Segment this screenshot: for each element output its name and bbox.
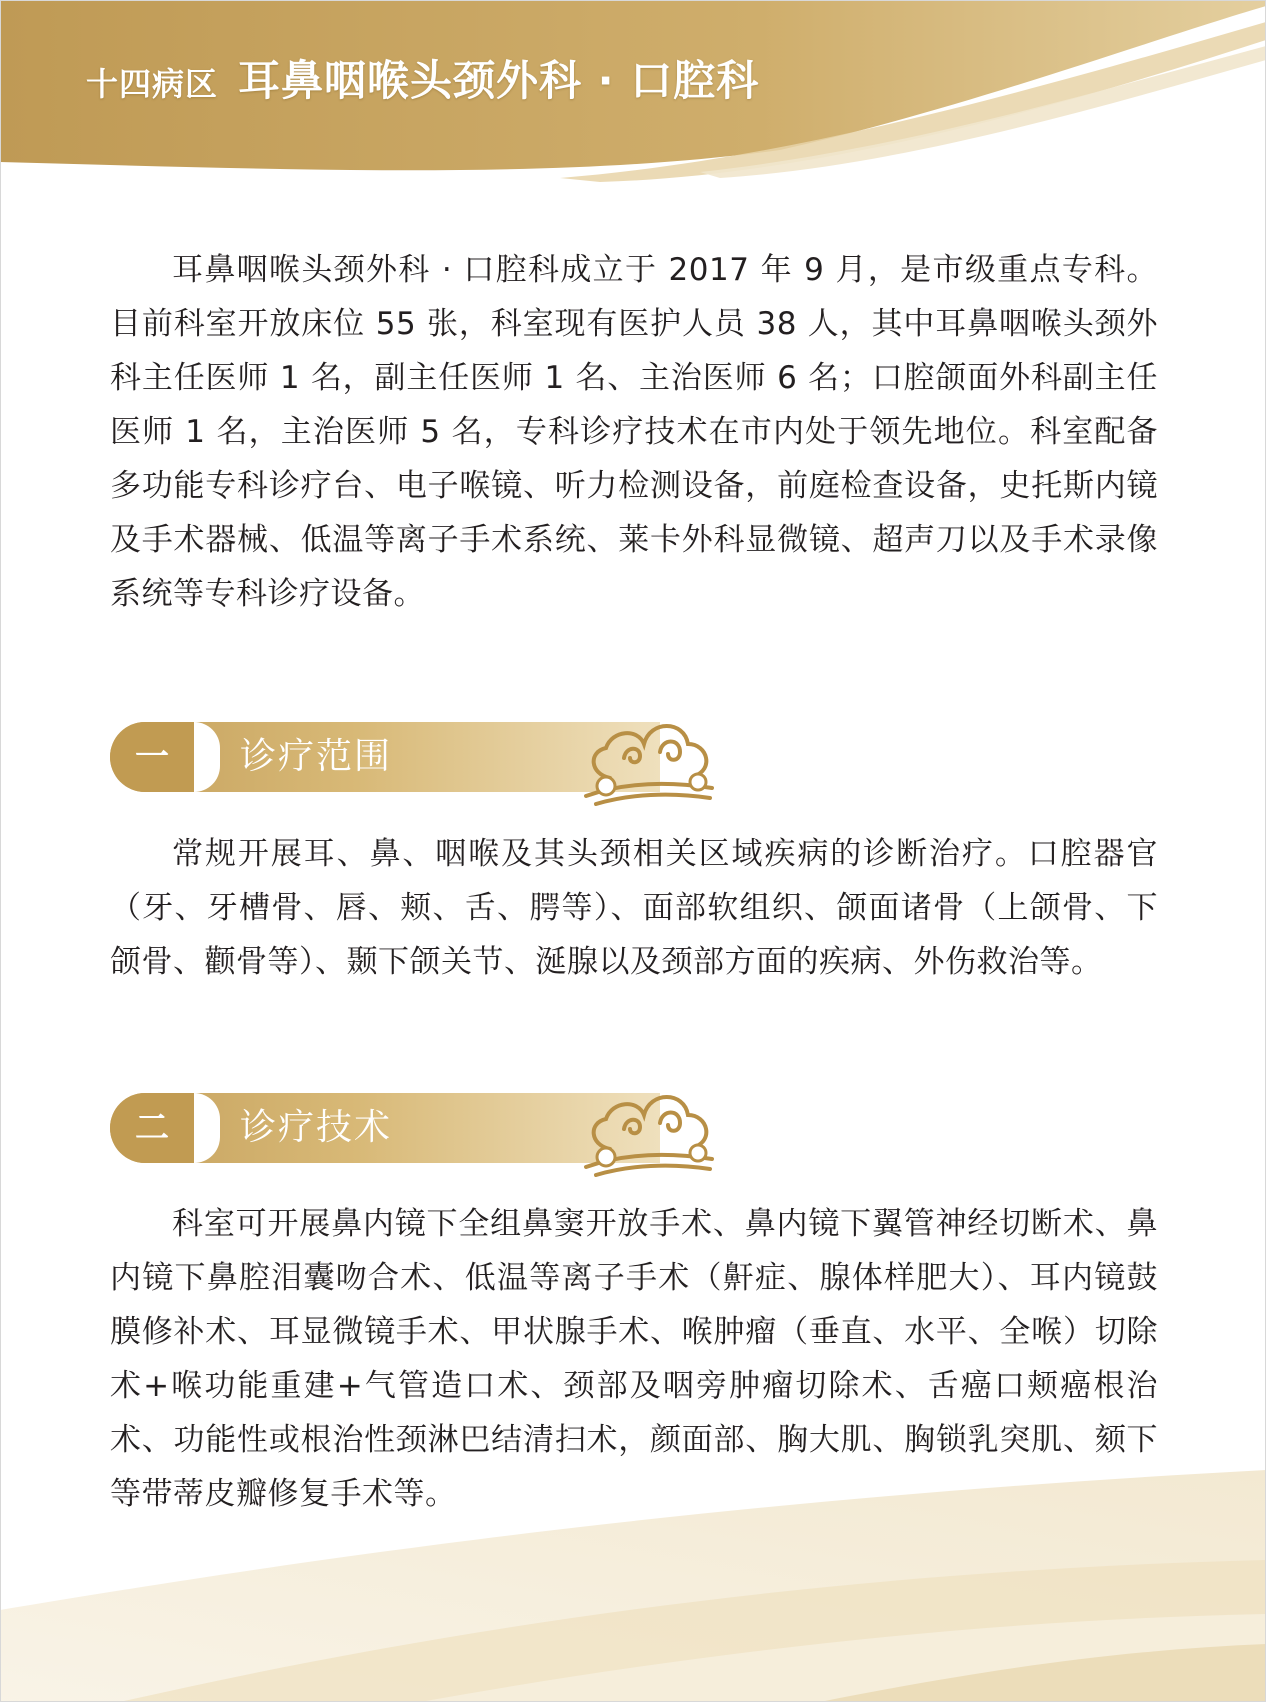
section-separator (194, 722, 220, 792)
section-separator (194, 1093, 220, 1163)
section-title: 诊疗范围 (240, 736, 393, 777)
page-header-title (86, 48, 759, 108)
section-number: 二 (110, 1093, 194, 1163)
ward-label: 十四病区 (86, 65, 219, 103)
scope-paragraph: 常规开展耳、鼻、咽喉及其头颈相关区域疾病的诊断治疗。口腔器官（牙、牙槽骨、唇、颊、舌、腭等）、面部软组织、颌面诸骨（上颌骨、下颌骨、颧骨等）、颞下颌关节、涎腺以及颈部方面的疾病、外伤救治等。 (110, 836, 1158, 980)
section-title: 诊疗技术 (240, 1107, 393, 1148)
intro-paragraph: 耳鼻咽喉头颈外科 · 口腔科成立于 2017 年 9 月，是市级重点专科。目前科室开放床位 55 张，科室现有医护人员 38 人，其中耳鼻咽喉头颈外科主任医师 1 名，副主任医师 1 名、主治医师 6 名；口腔颌面外科副主任医师 1 名，主治医师 5 名，专科诊疗技术在市内处于领先地位。科室配备多功能专科诊疗台、电子喉镜、听力检测设备，前庭检查设备，史托斯内镜及手术器械、低温等离子手术系统、莱卡外科显微镜、超声刀以及手术录像系统等专科诊疗设备。 (110, 252, 1158, 612)
section-number: 一 (110, 722, 194, 792)
section-header-techniques (110, 1093, 660, 1163)
auspicious-cloud-icon (580, 1071, 720, 1181)
auspicious-cloud-icon (580, 700, 720, 810)
section-header-scope (110, 722, 660, 792)
department-name: 耳鼻咽喉头颈外科 · 口腔科 (238, 56, 760, 105)
techniques-paragraph: 科室可开展鼻内镜下全组鼻窦开放手术、鼻内镜下翼管神经切断术、鼻内镜下鼻腔泪囊吻合术、低温等离子手术（鼾症、腺体样肥大）、耳内镜鼓膜修补术、耳显微镜手术、甲状腺手术、喉肿瘤（垂直、水平、全喉）切除术+喉功能重建+气管造口术、颈部及咽旁肿瘤切除术、舌癌口颊癌根治术、功能性或根治性颈淋巴结清扫术，颜面部、胸大肌、胸锁乳突肌、颏下等带蒂皮瓣修复手术等。 (110, 1206, 1158, 1512)
